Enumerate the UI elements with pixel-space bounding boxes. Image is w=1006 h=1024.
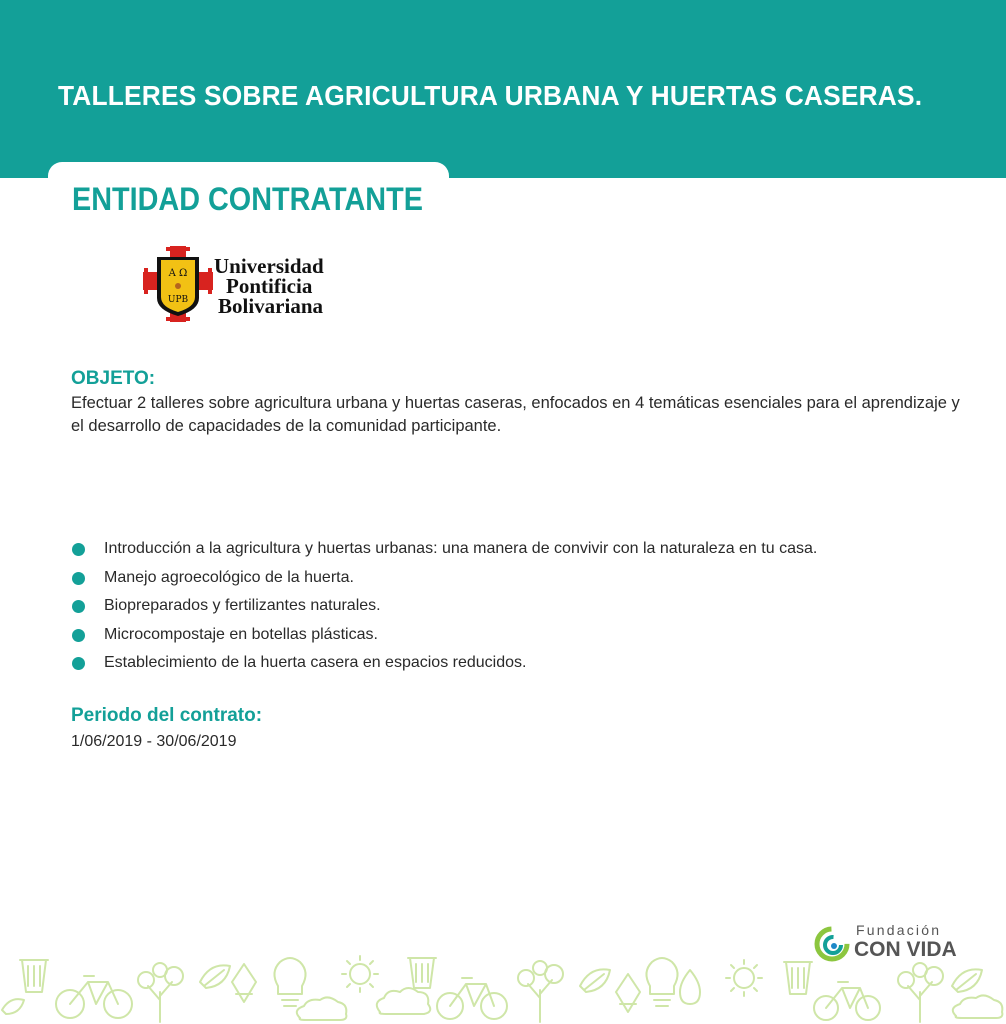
periodo-label: Periodo del contrato: — [71, 705, 263, 726]
tree-icon — [898, 963, 943, 1022]
upb-shield-icon — [143, 246, 213, 322]
sun-icon — [342, 956, 378, 992]
periodo-value: 1/06/2019 - 30/06/2019 — [71, 733, 237, 750]
bicycle-icon — [437, 978, 507, 1019]
leaf-icon — [580, 969, 610, 992]
objeto-text: Efectuar 2 talleres sobre agricultura urbana y huertas caseras, enfocados en 4 temáticas esenciales para el aprendizaje y el desarrollo de capacidades de la comunidad participante. — [71, 394, 960, 435]
list-item: Biopreparados y fertilizantes naturales. — [72, 594, 817, 623]
brand-subtitle: Fundación — [856, 922, 942, 938]
cloud-icon — [297, 997, 347, 1020]
recycle-icon — [232, 964, 256, 1002]
upb-logo — [143, 246, 349, 322]
tree-icon — [518, 961, 563, 1022]
recycle-icon — [616, 974, 640, 1012]
trash-bin-icon — [408, 958, 436, 988]
page-title: TALLERES SOBRE AGRICULTURA URBANA Y HUERTAS CASERAS. — [58, 80, 923, 111]
svg-text:Α Ω: Α Ω — [168, 268, 188, 279]
bullet-dot-icon — [72, 629, 85, 642]
sun-icon — [726, 960, 762, 996]
bicycle-icon — [814, 982, 880, 1020]
bullet-dot-icon — [72, 543, 85, 556]
topic-list — [72, 537, 817, 680]
list-item: Microcompostaje en botellas plásticas. — [72, 623, 817, 652]
leaf-icon — [2, 999, 24, 1014]
water-drop-icon — [680, 970, 700, 1004]
brand-name: CON VIDA — [854, 938, 957, 961]
svg-text:UPB: UPB — [167, 295, 189, 305]
leaf-icon — [200, 965, 230, 988]
trash-bin-icon — [20, 960, 48, 992]
objeto-label: OBJETO: — [71, 368, 156, 389]
decorative-eco-doodles — [0, 952, 1006, 1024]
bullet-dot-icon — [72, 600, 85, 613]
leaf-icon — [952, 969, 982, 992]
cloud-icon — [377, 988, 430, 1014]
section-title: ENTIDAD CONTRATANTE — [72, 181, 423, 217]
light-bulb-icon — [274, 958, 305, 1006]
bullet-dot-icon — [72, 657, 85, 670]
upb-wordmark: Universidad Pontificia Bolivariana — [214, 254, 324, 318]
list-item: Introducción a la agricultura y huertas urbanas: una manera de convivir con la naturaleza en tu casa. — [72, 537, 817, 566]
header-banner — [0, 0, 1006, 178]
light-bulb-icon — [646, 958, 677, 1006]
bicycle-icon — [56, 976, 132, 1018]
bullet-dot-icon — [72, 572, 85, 585]
trash-bin-icon — [784, 962, 812, 994]
list-item: Manejo agroecológico de la huerta. — [72, 566, 817, 595]
cloud-icon — [953, 995, 1003, 1018]
list-item: Establecimiento de la huerta casera en espacios reducidos. — [72, 651, 817, 680]
tree-icon — [138, 963, 183, 1022]
